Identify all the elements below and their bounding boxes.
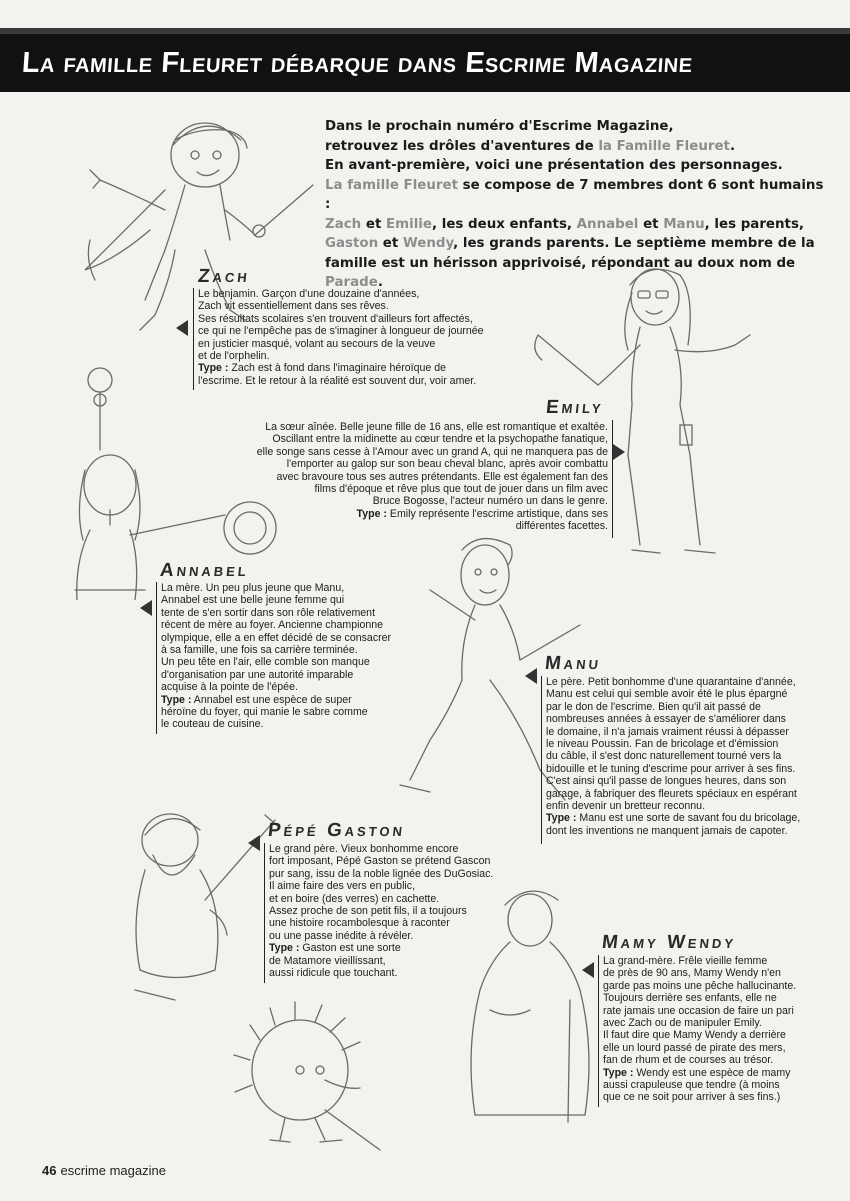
wendy-rule bbox=[598, 955, 599, 1107]
gaston-pointer bbox=[248, 835, 260, 851]
manu-rule bbox=[541, 676, 542, 844]
intro-line-5 bbox=[325, 215, 825, 235]
type-label: Type : bbox=[161, 693, 192, 706]
type-text: Emily représente l'escrime artistique, dans ses bbox=[386, 507, 608, 520]
annabel-type-cont: le couteau de cuisine. bbox=[161, 718, 264, 731]
title-banner bbox=[0, 28, 850, 92]
manu-line: le niveau Poussin. Fan de bricolage et d'émission bbox=[546, 738, 779, 751]
intro-text: . bbox=[729, 138, 736, 154]
type-text: Manu est une sorte de savant fou du bricolage, bbox=[576, 812, 801, 825]
manu-line: garage, à fabriquer des fleurets spéciaux en espérant bbox=[546, 787, 797, 800]
zach-pointer bbox=[176, 320, 188, 336]
intro-text: , les parents, bbox=[704, 216, 805, 232]
annabel-type-cont: héroïne du foyer, qui manie le sabre comme bbox=[161, 706, 368, 719]
wendy-pointer bbox=[582, 962, 594, 978]
gaston-description bbox=[269, 843, 509, 979]
zach-line: Ses résultats scolaires s'en trouvent d'ailleurs fort affectés, bbox=[198, 312, 473, 325]
emily-line: l'emporter au galop sur son beau cheval blanc, après avoir combattu bbox=[286, 458, 608, 471]
intro-text: famille est un hérisson apprivoisé, répondant au doux nom de bbox=[325, 255, 796, 271]
intro-text: et bbox=[361, 216, 387, 232]
intro-line-2 bbox=[325, 137, 825, 157]
emily-description bbox=[200, 421, 608, 533]
emily-line: films d'époque et rêve plus que tout de jouer dans un film avec bbox=[314, 483, 608, 496]
magazine-name: escrime magazine bbox=[60, 1163, 166, 1178]
intro-text: retrouvez les drôles d'aventures de bbox=[325, 138, 599, 154]
gaston-line: pur sang, issu de la noble lignée des DuGosiac. bbox=[269, 867, 494, 880]
gaston-rule bbox=[264, 843, 265, 983]
wendy-line: avec Zach ou de manipuler Emily. bbox=[603, 1017, 762, 1030]
manu-line: Manu est celui qui semble avoir été le plus épargné bbox=[546, 688, 788, 701]
manu-line: bidouille et le tuning d'escrime pour arriver à ses fins. bbox=[546, 762, 796, 775]
wendy-line: Il faut dire que Mamy Wendy a derrière bbox=[603, 1029, 786, 1042]
emily-line: Oscillant entre la midinette au cœur tendre et la psychopathe fanatique, bbox=[272, 433, 608, 446]
annabel-type bbox=[161, 694, 411, 706]
intro-text: et bbox=[638, 216, 664, 232]
emily-line: elle songe sans cesse à l'Amour avec un grand A, qui ne manquera pas de bbox=[256, 445, 608, 458]
wendy-line: elle un lourd passé de pirate des mers, bbox=[603, 1041, 786, 1054]
zach-line: Zach vit essentiellement dans ses rêves. bbox=[198, 300, 389, 313]
intro-text: se compose de 7 membres dont 6 sont humains : bbox=[325, 177, 824, 212]
wendy-type-cont: que ce ne soit pour arriver à ses fins.) bbox=[603, 1091, 781, 1104]
annabel-line: acquise à la pointe de l'épée. bbox=[161, 681, 298, 694]
page-number: 46 bbox=[42, 1163, 57, 1178]
banner-top-stripe bbox=[0, 28, 850, 34]
annabel-line: d'organisation par une autorité imparable bbox=[161, 668, 354, 681]
manu-pointer bbox=[525, 668, 537, 684]
highlight-parade: Parade bbox=[325, 275, 378, 290]
manu-line: C'est ainsi qu'il passe de longues heures, dans son bbox=[546, 775, 787, 788]
highlight-manu: Manu bbox=[663, 216, 705, 232]
manu-type-cont: dont les inventions ne manquent jamais de capoter. bbox=[546, 824, 788, 837]
annabel-rule bbox=[156, 582, 157, 734]
type-label: Type : bbox=[269, 942, 300, 955]
gaston-line: Il aime faire des vers en public, bbox=[269, 880, 416, 893]
zach-line: ce qui ne l'empêche pas de s'imaginer à longueur de journée bbox=[198, 325, 484, 338]
highlight-wendy: Wendy bbox=[402, 236, 454, 251]
type-label: Type : bbox=[198, 362, 229, 375]
gaston-type-cont: aussi ridicule que touchant. bbox=[269, 967, 398, 980]
annabel-line: olympique, elle a en effet décidé de se consacrer bbox=[161, 631, 392, 644]
zach-rule bbox=[193, 288, 194, 390]
highlight-emilie: Emilie bbox=[386, 216, 432, 232]
name-mamy-wendy: Mamy Wendy bbox=[600, 932, 738, 953]
emily-type bbox=[200, 508, 608, 520]
gaston-line: et en boire (des verres) en cachette. bbox=[269, 892, 440, 905]
name-manu: Manu bbox=[543, 653, 603, 674]
annabel-description bbox=[161, 582, 411, 731]
gaston-line: fort imposant, Pépé Gaston se prétend Gascon bbox=[269, 855, 491, 868]
page-footer bbox=[42, 1163, 166, 1178]
annabel-line: récent de mère au foyer. Ancienne championne bbox=[161, 619, 384, 632]
name-emily: Emily bbox=[544, 397, 605, 418]
gaston-illustration bbox=[115, 800, 285, 1020]
manu-description bbox=[546, 676, 831, 837]
name-annabel: Annabel bbox=[158, 560, 251, 581]
annabel-line: Annabel est une belle jeune femme qui bbox=[161, 594, 345, 607]
name-zach: Zach bbox=[196, 266, 251, 287]
highlight-gaston: Gaston bbox=[325, 236, 379, 251]
emily-rule bbox=[612, 420, 613, 538]
zach-type bbox=[198, 362, 518, 374]
page-title: La famille Fleuret débarque dans Escrime Magazine bbox=[20, 47, 694, 79]
wendy-line: de près de 90 ans, Mamy Wendy n'en bbox=[603, 967, 781, 980]
emily-type-cont: différentes facettes. bbox=[515, 520, 608, 533]
zach-line: en justicier masqué, volant au secours de la veuve bbox=[198, 337, 436, 350]
emily-line: Bruce Bogosse, l'acteur numéro un dans le genre. bbox=[372, 495, 608, 508]
wendy-line: La grand-mère. Frêle vieille femme bbox=[603, 955, 768, 967]
emily-pointer bbox=[613, 444, 625, 460]
name-pepe-gaston: Pépé Gaston bbox=[266, 820, 407, 841]
gaston-line: une histoire rocambolesque à raconter bbox=[269, 917, 450, 930]
type-text: Gaston est une sorte bbox=[299, 942, 401, 955]
highlight-la-famille-fleuret: La famille Fleuret bbox=[325, 177, 458, 193]
wendy-type-cont: aussi crapuleuse que tendre (à moins bbox=[603, 1079, 780, 1092]
type-text: Zach est à fond dans l'imaginaire héroïque de bbox=[228, 362, 446, 375]
emily-line: La sœur aînée. Belle jeune fille de 16 ans, elle est romantique et exaltée. bbox=[265, 421, 608, 433]
manu-line: nombreuses années à essayer de s'améliorer dans bbox=[546, 713, 786, 726]
manu-line: par le don de l'escrime. Bien qu'il ait passé de bbox=[546, 700, 761, 713]
emily-line: avec bravoure tous ses autres prétendants. Elle est également fan des bbox=[276, 470, 608, 483]
wendy-line: garde pas moins une pêche hallucinante. bbox=[603, 979, 797, 992]
annabel-line: tente de s'en sortir dans son rôle relativement bbox=[161, 606, 376, 619]
manu-line: du câble, il s'est donc naturellement tourné vers la bbox=[546, 750, 782, 763]
zach-description bbox=[198, 288, 518, 387]
wendy-line: fan de rhum et de courses au trésor. bbox=[603, 1054, 774, 1067]
gaston-line: Assez proche de son petit fils, il a toujours bbox=[269, 905, 467, 918]
annabel-line: La mère. Un peu plus jeune que Manu, bbox=[161, 582, 345, 594]
intro-text: , les deux enfants, bbox=[431, 216, 577, 232]
wendy-line: rate jamais une occasion de faire un pari bbox=[603, 1004, 794, 1017]
type-label: Type : bbox=[546, 812, 577, 825]
zach-line: et de l'orphelin. bbox=[198, 350, 270, 363]
intro-text: . bbox=[377, 275, 383, 290]
zach-line: Le benjamin. Garçon d'une douzaine d'années, bbox=[198, 288, 420, 300]
gaston-type bbox=[269, 942, 509, 954]
annabel-line: à sa famille, une fois sa carrière terminée. bbox=[161, 644, 358, 657]
type-label: Type : bbox=[356, 507, 387, 520]
annabel-pointer bbox=[140, 600, 152, 616]
intro-text: et bbox=[378, 236, 403, 251]
type-text: Wendy est une espèce de mamy bbox=[633, 1066, 791, 1079]
intro-line-3: En avant-première, voici une présentation des personnages. bbox=[325, 158, 783, 173]
intro-line-1: Dans le prochain numéro d'Escrime Magazine, bbox=[325, 119, 674, 134]
gaston-line: Le grand père. Vieux bonhomme encore bbox=[269, 843, 459, 855]
manu-line: enfin devenir un bretteur reconnu. bbox=[546, 800, 706, 813]
manu-line: le domaine, il n'a jamais vraiment réussi à dépasser bbox=[546, 725, 789, 738]
highlight-famille-fleuret: la Famille Fleuret bbox=[598, 138, 730, 154]
highlight-annabel: Annabel bbox=[576, 216, 639, 232]
parade-hedgehog-illustration bbox=[230, 1000, 390, 1160]
type-text: Annabel est une espèce de super bbox=[191, 693, 352, 706]
manu-type bbox=[546, 812, 831, 824]
annabel-line: Un peu tête en l'air, elle comble son manque bbox=[161, 656, 370, 669]
wendy-description bbox=[603, 955, 833, 1104]
manu-line: Le père. Petit bonhomme d'une quarantaine d'année, bbox=[546, 676, 796, 688]
wendy-line: Toujours derrière ses enfants, elle ne bbox=[603, 992, 777, 1005]
intro-line-4 bbox=[325, 176, 825, 215]
gaston-type-cont: de Matamore vieillissant, bbox=[269, 954, 386, 967]
highlight-zach: Zach bbox=[325, 216, 362, 232]
intro-line-6 bbox=[325, 234, 825, 254]
intro-text: , les grands parents. Le septième membre de la bbox=[453, 236, 815, 251]
zach-type-cont: l'escrime. Et le retour à la réalité est souvent dur, voir amer. bbox=[198, 374, 477, 387]
wendy-type bbox=[603, 1067, 833, 1079]
gaston-line: ou une passe inédite à révéler. bbox=[269, 929, 414, 942]
type-label: Type : bbox=[603, 1066, 634, 1079]
